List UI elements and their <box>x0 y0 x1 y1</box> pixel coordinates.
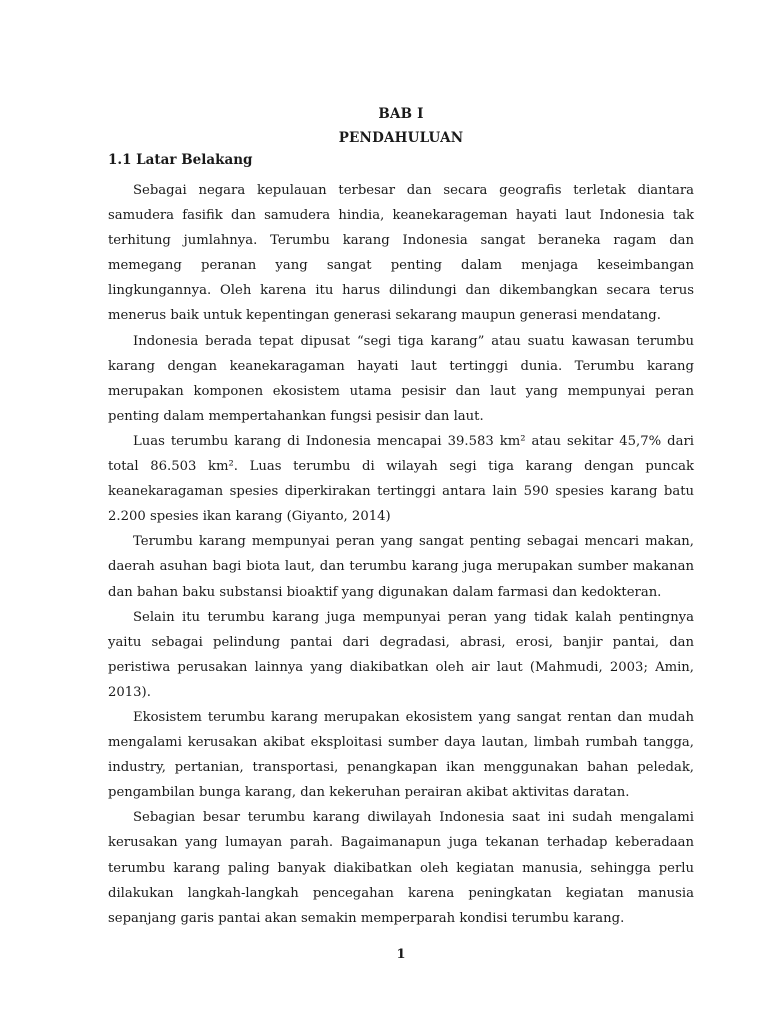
paragraph: Luas terumbu karang di Indonesia mencapai 39.583 km² atau sekitar 45,7% dari total 86.503 km². Luas terumbu di wilayah segi tiga karang dengan puncak keanekaragaman spesies diperkirakan tertinggi antara lain 590 spesies karang batu 2.200 spesies ikan karang (Giyanto, 2014) <box>108 433 694 525</box>
paragraph: Terumbu karang mempunyai peran yang sangat penting sebagai mencari makan, daerah asuhan bagi biota laut, dan terumbu karang juga merupakan sumber makanan dan bahan baku substansi bioaktif yang digunakan dalam farmasi dan kedokteran. <box>108 534 694 600</box>
paragraph: Ekosistem terumbu karang merupakan ekosistem yang sangat rentan dan mudah mengalami kerusakan akibat eksploitasi sumber daya lautan, limbah rumbah tangga, industry, pertanian, transportasi, penangkapan ikan menggunakan bahan peledak, pengambilan bunga karang, dan kekeruhan perairan akibat aktivitas daratan. <box>108 709 694 801</box>
paragraph: Sebagai negara kepulauan terbesar dan secara geografis terletak diantara samudera fasifik dan samudera hindia, keanekarageman hayati laut Indonesia tak terhitung jumlahnya. Terumbu karang Indonesia sangat beraneka ragam dan memegang peranan yang sangat penting dalam menjaga keseimbangan lingkungannya. Oleh karena itu harus dilindungi dan dikembangkan secara terus menerus baik untuk kepentingan generasi sekarang maupun generasi mendatang. <box>108 183 694 324</box>
paragraph: Sebagian besar terumbu karang diwilayah Indonesia saat ini sudah mengalami kerusakan yang lumayan parah. Bagaimanapun juga tekanan terhadap keberadaan terumbu karang paling banyak diakibatkan oleh kegiatan manusia, sehingga perlu dilakukan langkah-langkah pencegahan karena peningkatan kegiatan manusia sepanjang garis pantai akan semakin memperparah kondisi terumbu karang. <box>108 810 694 926</box>
paragraph: Indonesia berada tepat dipusat “segi tiga karang” atau suatu kawasan terumbu karang dengan keanekaragaman hayati laut tertinggi dunia. Terumbu karang merupakan komponen ekosistem utama pesisir dan laut yang mempunyai peran penting dalam mempertahankan fungsi pesisir dan laut. <box>108 333 694 424</box>
section-heading: 1.1 Latar Belakang <box>108 152 253 168</box>
paragraph: Selain itu terumbu karang juga mempunyai peran yang tidak kalah pentingnya yaitu sebagai pelindung pantai dari degradasi, abrasi, erosi, banjir pantai, dan peristiwa perusakan lainnya yang diakibatkan oleh air laut (Mahmudi, 2003; Amin, 2013). <box>108 609 694 700</box>
chapter-label: BAB I <box>378 106 424 122</box>
body-text <box>108 178 694 931</box>
chapter-title: PENDAHULUAN <box>338 130 464 146</box>
page-number: 1 <box>396 947 406 962</box>
